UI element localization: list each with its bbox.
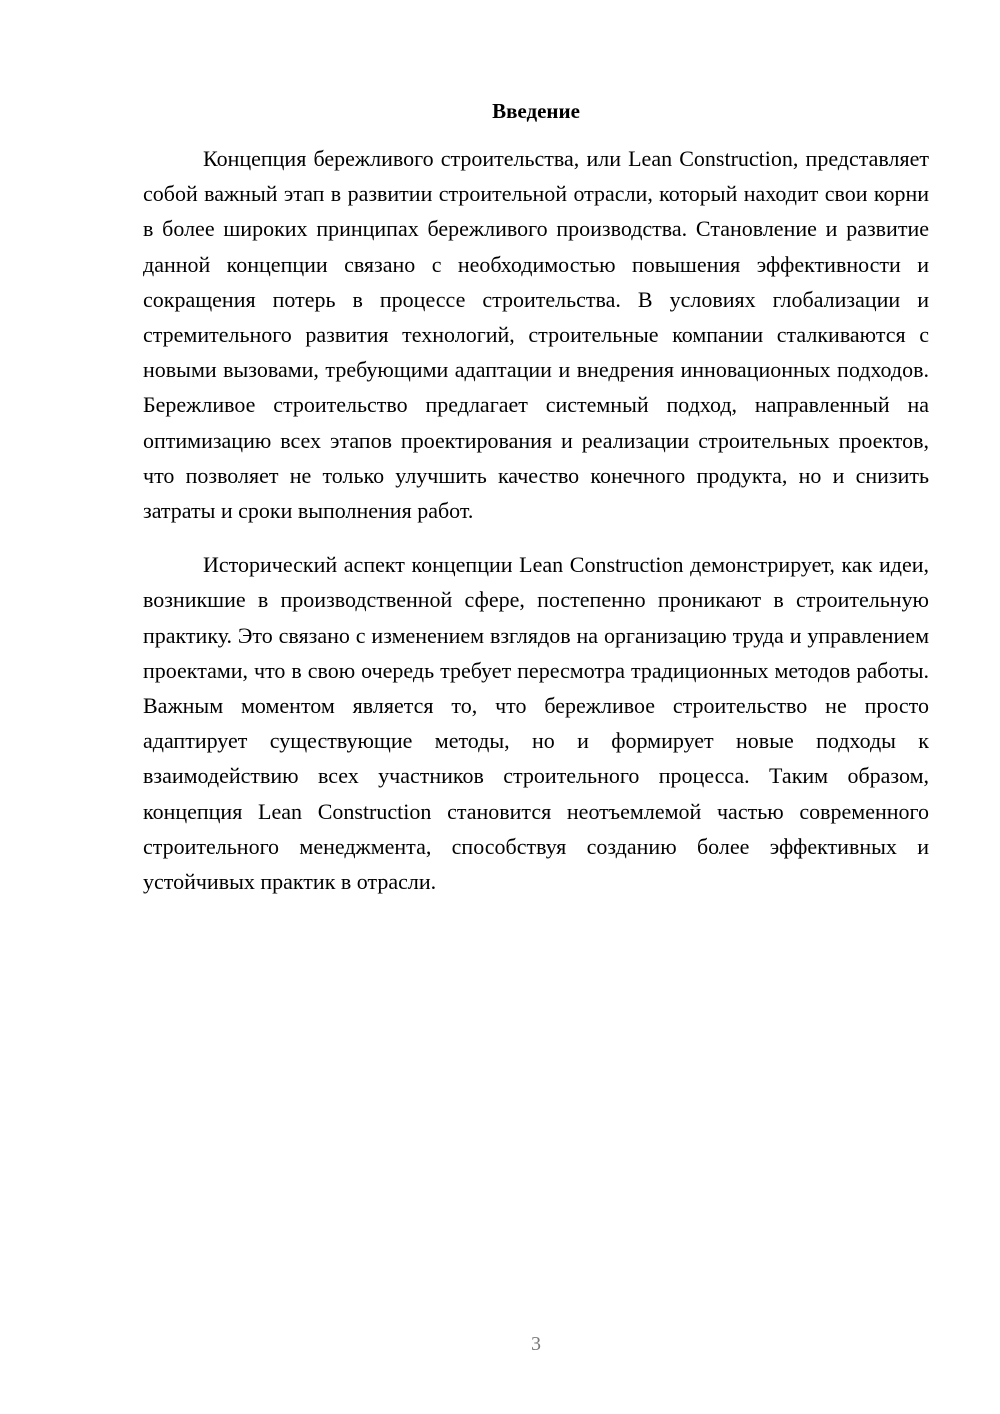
paragraph-1: Концепция бережливого строительства, или Lean Construction, представляет собой важный этап в развитии строительной отрасли, который находит свои корни в более широких принципах бережливого производства. Становление и развитие данной концепции связано с необходимостью повышения эффективности и сокращения потерь в процессе строительства. В условиях глобализации и стремительного развития технологий, строительные компании сталкиваются с новыми вызовами, требующими адаптации и внедрения инновационных подходов. Бережливое строительство предлагает системный подход, направленный на оптимизацию всех этапов проектирования и реализации строительных проектов, что позволяет не только улучшить качество конечного продукта, но и снизить затраты и сроки выполнения работ. xyxy=(143,146,929,524)
page-number: 3 xyxy=(531,1333,541,1355)
body-text xyxy=(143,141,929,899)
section-title: Введение xyxy=(492,99,580,123)
paragraph-2: Исторический аспект концепции Lean Construction демонстрирует, как идеи, возникшие в производственной сфере, постепенно проникают в строительную практику. Это связано с изменением взглядов на организацию труда и управлением проектами, что в свою очередь требует пересмотра традиционных методов работы. Важным моментом является то, что бережливое строительство не просто адаптирует существующие методы, но и формирует новые подходы к взаимодействию всех участников строительного процесса. Таким образом, концепция Lean Construction становится неотъемлемой частью современного строительного менеджмента, способствуя созданию более эффективных и устойчивых практик в отрасли. xyxy=(143,552,929,895)
